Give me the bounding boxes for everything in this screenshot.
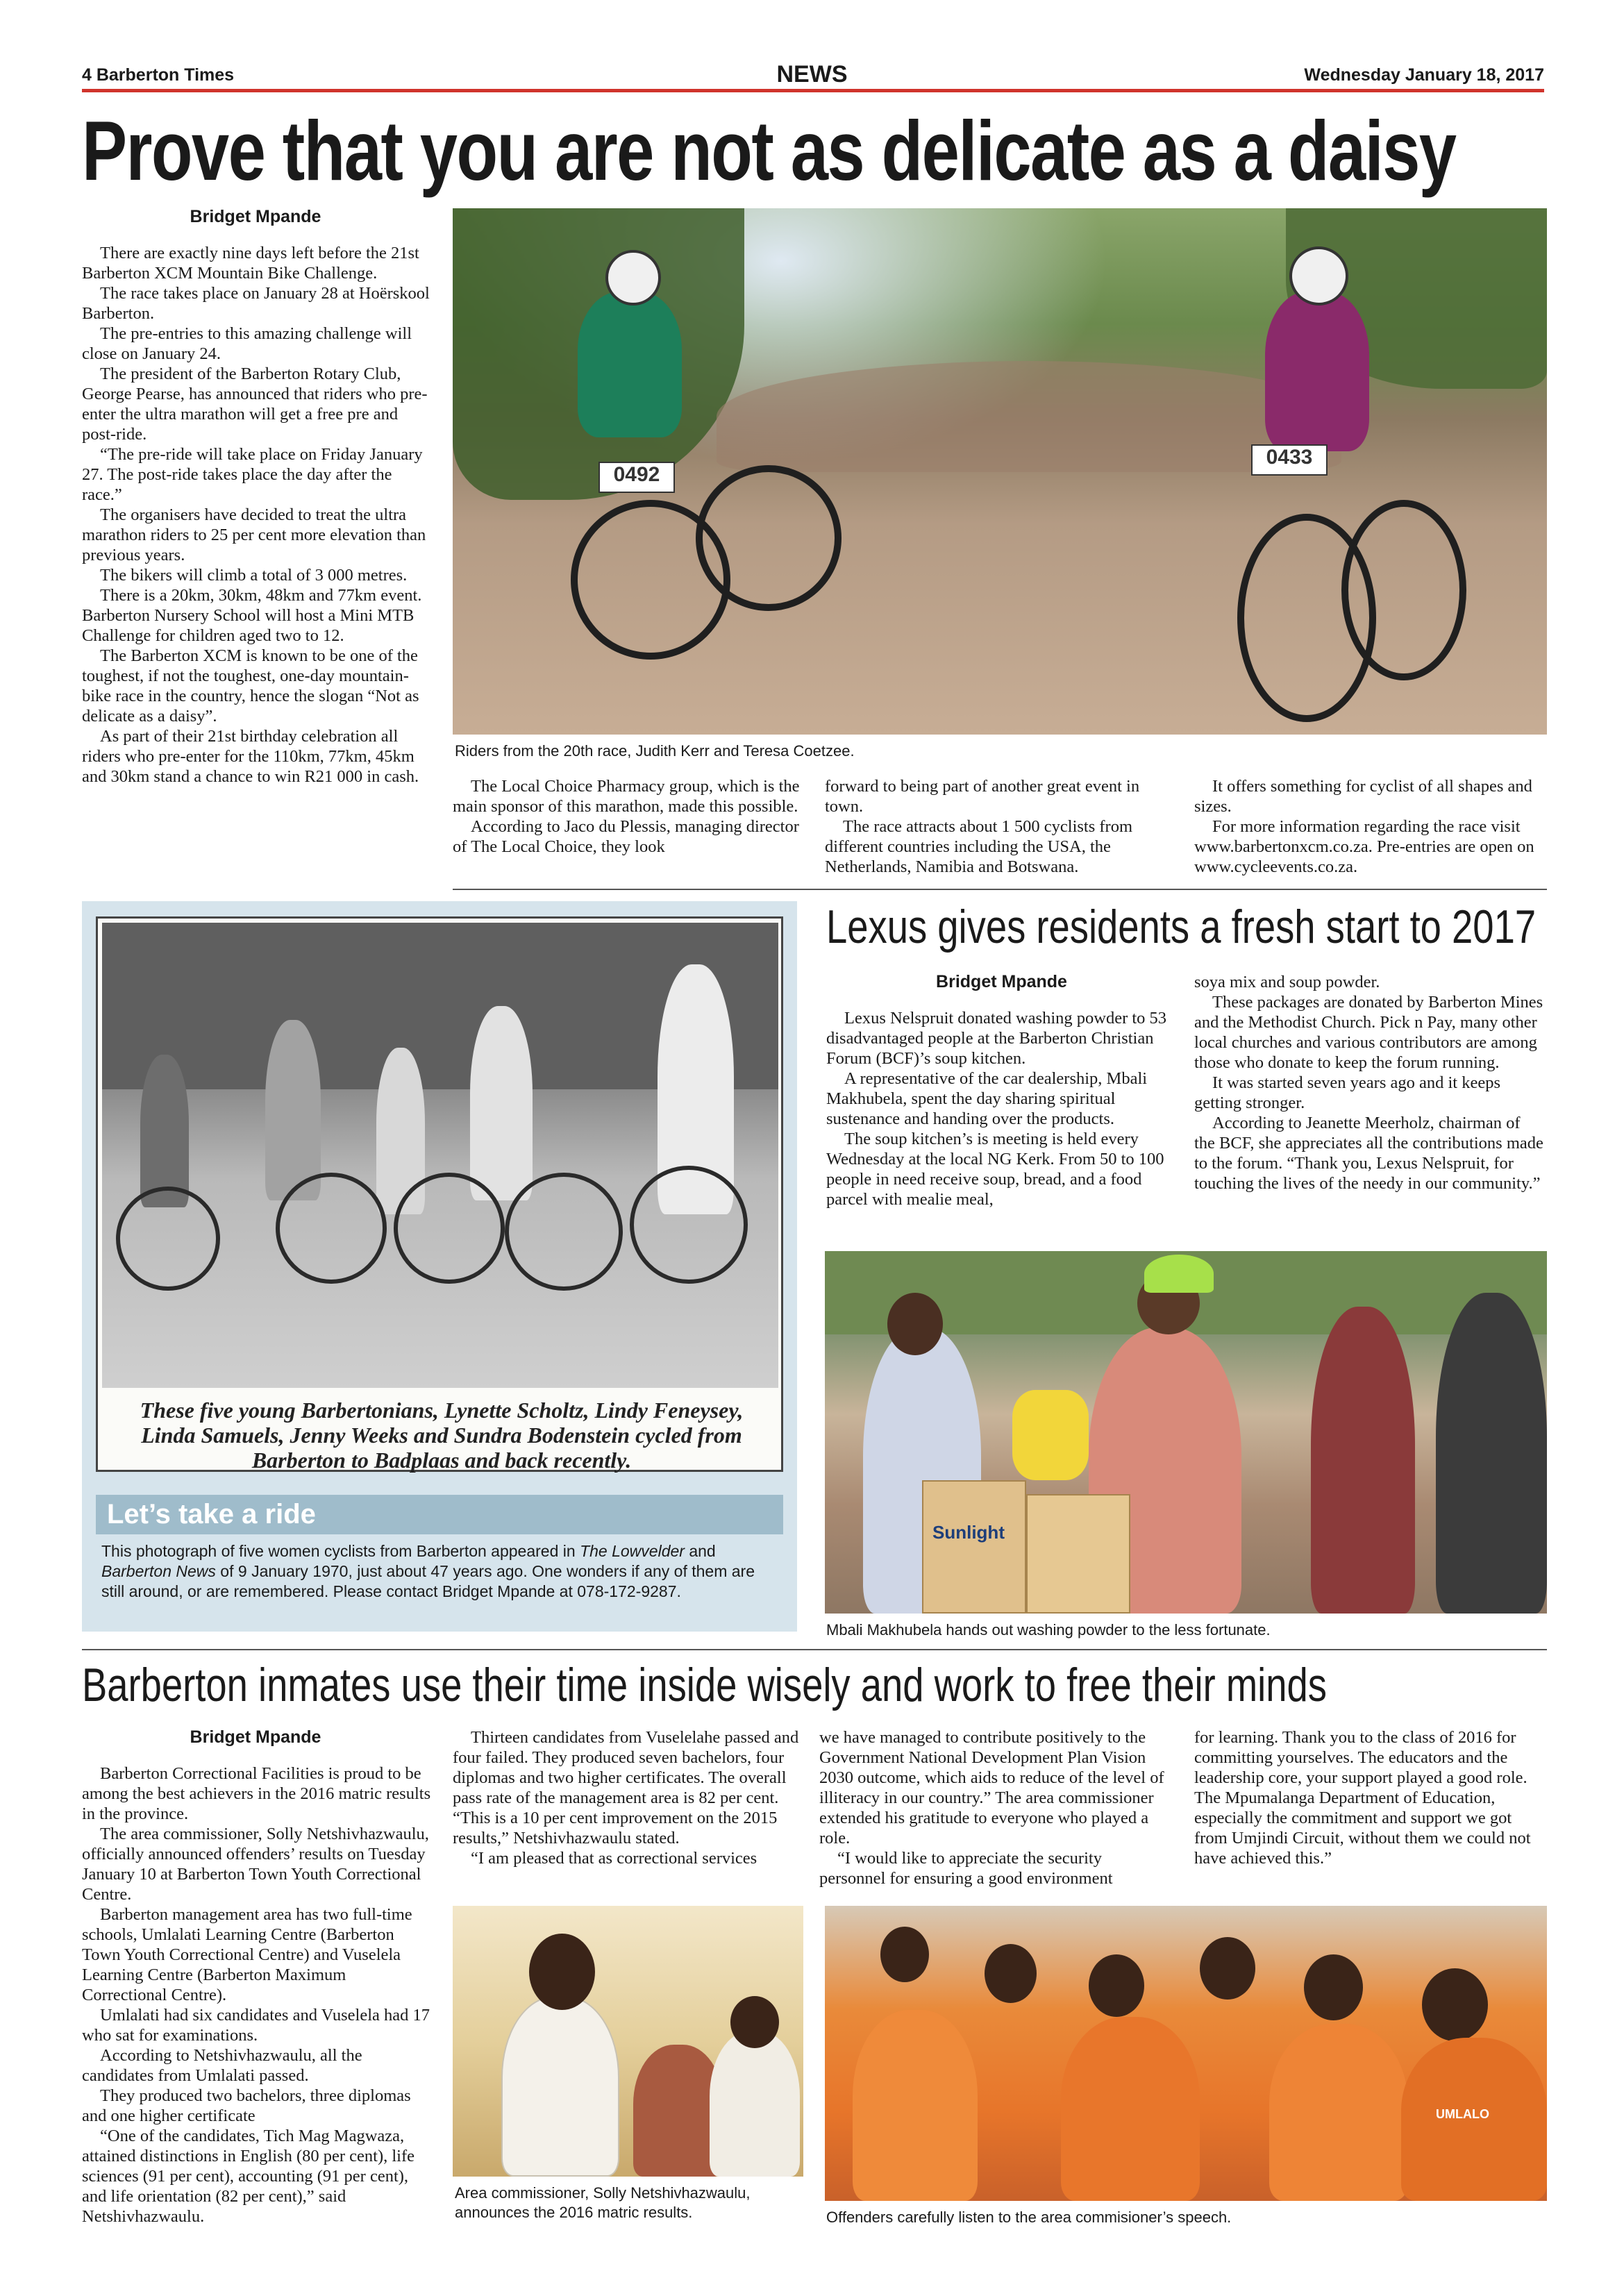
paragraph: Lexus Nelspruit donated washing powder to 53 disadvantaged people at the Barberton Christian Forum (BCF)’s soup kitchen.: [826, 1009, 1167, 1068]
shirt-label: UMLALO: [1436, 2107, 1489, 2121]
feature-text-part: This photograph of five women cyclists from Barberton appeared in: [101, 1542, 580, 1560]
paragraph: we have managed to contribute positively to the Government National Development Plan Vision 2030 outcome, which aids to reduce of the level of illiteracy in our country.” The area commissioner extended his gratitude to everyone who played a role.: [819, 1728, 1164, 1847]
story3-column-2: [453, 1727, 803, 1868]
paragraph: According to Jeanette Meerholz, chairman of the BCF, she appreciates all the contributions made to the forum. “Thank you, Lexus Nelspruit, for touching the lives of the needy in our community.”: [1194, 1114, 1543, 1193]
feature-text: [101, 1541, 782, 1602]
paragraph: “I am pleased that as correctional services: [471, 1849, 757, 1868]
story3-column-3: [819, 1727, 1170, 1888]
paragraph: It was started seven years ago and it keeps getting stronger.: [1194, 1073, 1500, 1112]
photo-offenders-listening: [825, 1906, 1547, 2201]
story1-column-1: [82, 243, 433, 787]
paragraph: Umlalati had six candidates and Vuselela had 17 who sat for examinations.: [82, 2006, 430, 2045]
historic-photo-cyclists: [102, 923, 778, 1388]
paragraph: for learning. Thank you to the class of 2016 for committing yourselves. The educators and the leadership core, your support played a good role. The Mpumalanga Department of Education, especially the commitment and support we got from Umjindi Circuit, without them we could not have achieved this.”: [1194, 1728, 1531, 1868]
story1-column-3: [825, 776, 1175, 877]
byline-story1: Bridget Mpande: [190, 207, 321, 226]
race-bib-0433: 0433: [1251, 444, 1328, 476]
race-bib-0492: 0492: [598, 462, 675, 493]
paragraph: For more information regarding the race visit www.barbertonxcm.co.za. Pre-entries are open on www.cycleevents.co.za.: [1194, 817, 1534, 876]
paragraph: Thirteen candidates from Vuselelahe passed and four failed. They produced seven bachelors, four diplomas and two higher certificates. The overall pass rate of the management area is 82 per cent. “This is a 10 per cent improvement on the 2015 results,” Netshivhazwaulu stated.: [453, 1728, 799, 1847]
issue-date: Wednesday January 18, 2017: [1304, 65, 1544, 85]
paragraph: The Barberton XCM is known to be one of the toughest, if not the toughest, one-day mountain-bike race in the country, hence the slogan “Not as delicate as a daisy”.: [82, 646, 419, 726]
paragraph: The race takes place on January 28 at Hoërskool Barberton.: [82, 284, 430, 323]
paragraph: “I would like to appreciate the security personnel for ensuring a good environment: [819, 1849, 1113, 1888]
photo-soup-kitchen: [825, 1251, 1547, 1614]
paragraph: forward to being part of another great event in town.: [825, 777, 1140, 816]
paragraph: “One of the candidates, Tich Mag Magwaza, attained distinctions in English (80 per cent), life sciences (91 per cent), accounting (91 per cent), and life orientation (82 per cent),” said Netshivhazwaulu.: [82, 2127, 415, 2226]
story2-column-2: [1194, 972, 1545, 1193]
headline-daisy: Prove that you are not as delicate as a daisy: [82, 103, 1456, 198]
story1-column-4: [1194, 776, 1545, 877]
story2-column-1: [826, 1008, 1173, 1209]
photo-caption-riders: Riders from the 20th race, Judith Kerr and Teresa Coetzee.: [455, 742, 855, 760]
paragraph: According to Jaco du Plessis, managing director of The Local Choice, they look: [453, 817, 799, 856]
paragraph: The race attracts about 1 500 cyclists from different countries including the USA, the Netherlands, Namibia and Botswana.: [825, 817, 1133, 876]
header-rule: [82, 89, 1544, 92]
paragraph: “The pre-ride will take place on Friday January 27. The post-ride takes place the day after the race.”: [82, 445, 423, 504]
headline-lexus: Lexus gives residents a fresh start to 2017: [826, 900, 1537, 953]
historic-photo-clipping: [96, 916, 783, 1472]
historic-photo-caption: These five young Barbertonians, Lynette Scholtz, Lindy Feneysey, Linda Samuels, Jenny Weeks and Sundra Bodenstein cycled from Barberton to Badplaas and back recently.: [140, 1398, 744, 1473]
byline-story2: Bridget Mpande: [936, 972, 1067, 991]
story1-column-2: [453, 776, 803, 857]
photo-caption-soup-kitchen: Mbali Makhubela hands out washing powder to the less fortunate.: [826, 1621, 1271, 1639]
paragraph: The soup kitchen’s is meeting is held every Wednesday at the local NG Kerk. From 50 to 100 people in need receive soup, bread, and a food parcel with mealie meal,: [826, 1130, 1164, 1209]
story3-column-4: [1194, 1727, 1545, 1868]
feature-text-part: and: [684, 1542, 716, 1560]
publication-name: The Lowvelder: [580, 1542, 685, 1560]
paragraph: The area commissioner, Solly Netshivhazwaulu, officially announced offenders’ results on Tuesday January 10 at Barberton Town Youth Correctional Centre.: [82, 1825, 429, 1904]
paragraph: As part of their 21st birthday celebration all riders who pre-enter for the 110km, 77km, 45km and 30km stand a chance to win R21 000 in cash.: [82, 727, 419, 786]
paragraph: soya mix and soup powder.: [1194, 973, 1380, 991]
story3-column-1: [82, 1763, 433, 2227]
story-divider: [453, 889, 1547, 890]
paragraph: The bikers will climb a total of 3 000 metres.: [100, 566, 408, 585]
paragraph: They produced two bachelors, three diplomas and one higher certificate: [82, 2086, 411, 2125]
feature-title: Let’s take a ride: [96, 1495, 783, 1534]
photo-caption-commissioner: Area commissioner, Solly Netshivhazwaulu, announces the 2016 matric results.: [455, 2184, 751, 2221]
paragraph: The Local Choice Pharmacy group, which is the main sponsor of this marathon, made this possible.: [453, 777, 800, 816]
paragraph: These packages are donated by Barberton Mines and the Methodist Church. Pick n Pay, many other local churches and various contributors are among those who donate to keep the forum running.: [1194, 993, 1543, 1072]
paragraph: The pre-entries to this amazing challenge will close on January 24.: [82, 324, 412, 363]
page-number-publication: 4 Barberton Times: [82, 65, 235, 85]
byline-story3: Bridget Mpande: [190, 1727, 321, 1747]
paragraph: It offers something for cyclist of all shapes and sizes.: [1194, 777, 1532, 816]
paragraph: According to Netshivhazwaulu, all the candidates from Umlalati passed.: [82, 2046, 362, 2085]
paragraph: Barberton management area has two full-time schools, Umlalati Learning Centre (Barberton Town Youth Correctional Centre) and Vuselela Learning Centre (Barberton Maximum Correctional Centre).: [82, 1905, 412, 2004]
photo-mountain-bikers: [453, 208, 1547, 735]
headline-inmates: Barberton inmates use their time inside wisely and work to free their minds: [82, 1659, 1327, 1711]
paragraph: The president of the Barberton Rotary Club, George Pearse, has announced that riders who pre-enter the ultra marathon will get a free pre and post-ride.: [82, 364, 428, 444]
paragraph: There are exactly nine days left before the 21st Barberton XCM Mountain Bike Challenge.: [82, 244, 419, 283]
photo-area-commissioner: [453, 1906, 803, 2177]
paragraph: There is a 20km, 30km, 48km and 77km event. Barberton Nursery School will host a Mini MTB Challenge for children aged two to 12.: [82, 586, 422, 645]
paragraph: Barberton Correctional Facilities is proud to be among the best achievers in the 2016 matric results in the province.: [82, 1764, 431, 1823]
feature-box-lets-take-a-ride: [82, 901, 797, 1632]
photo-caption-offenders: Offenders carefully listen to the area commisioner’s speech.: [826, 2209, 1232, 2226]
publication-name: Barberton News: [101, 1562, 216, 1580]
story-divider: [82, 1649, 1547, 1650]
section-label: NEWS: [776, 61, 848, 87]
box-label: Sunlight: [932, 1522, 1005, 1543]
paragraph: A representative of the car dealership, Mbali Makhubela, spent the day sharing spiritual sustenance and handing over the products.: [826, 1069, 1148, 1128]
paragraph: The organisers have decided to treat the ultra marathon riders to 25 per cent more elevation than previous years.: [82, 505, 426, 564]
feature-text-part: of 9 January 1970, just about 47 years ago. One wonders if any of them are still around, or are remembered. Please contact Bridget Mpande at 078-172-9287.: [101, 1562, 755, 1600]
